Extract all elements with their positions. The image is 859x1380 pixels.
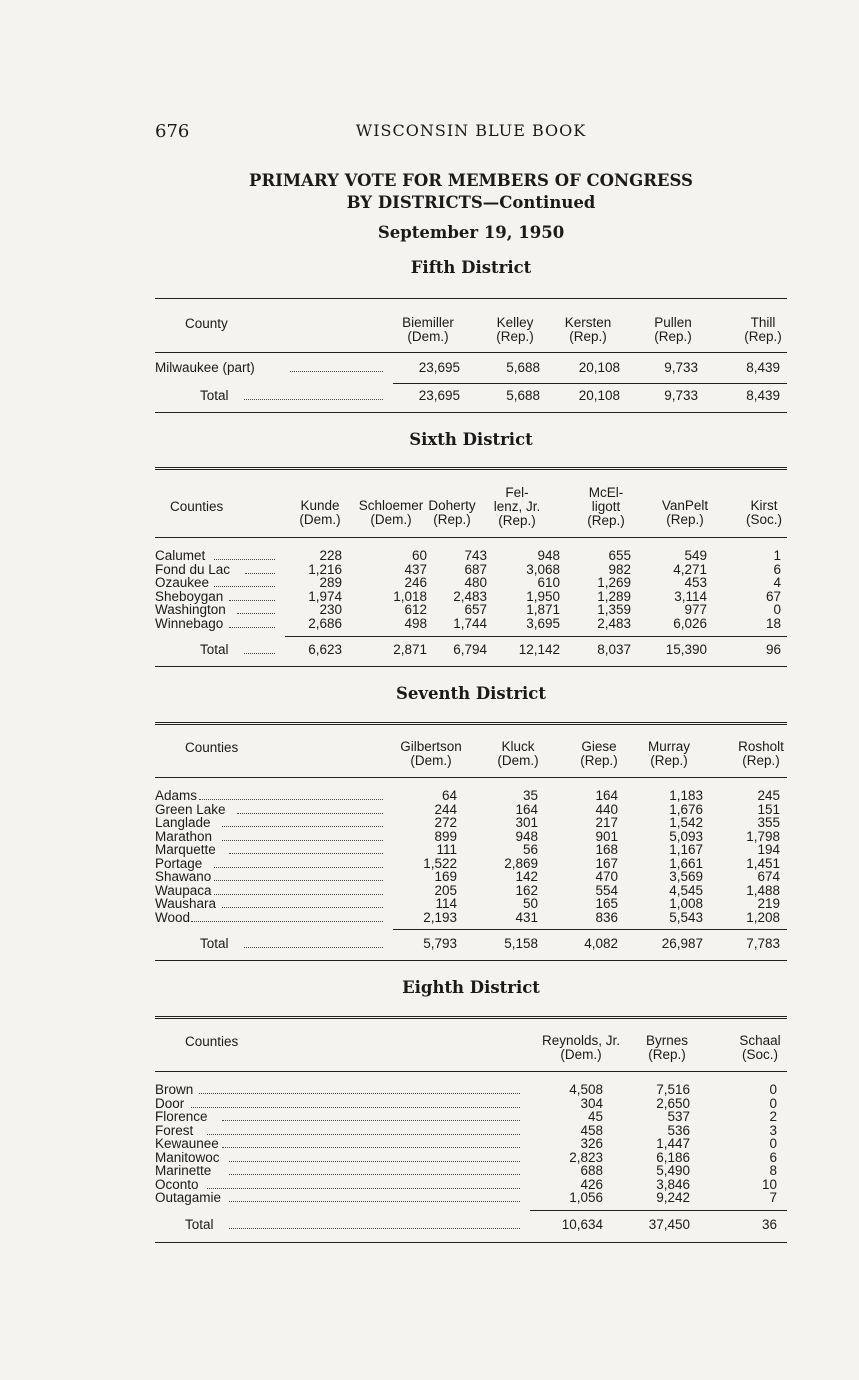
candidate-party: (Rep.) <box>654 329 692 344</box>
candidate-party: (Rep.) <box>666 512 704 527</box>
table-row-value: 480 <box>464 575 487 590</box>
candidate-name: Gilbertson <box>400 739 462 754</box>
dot-leader <box>222 1147 520 1148</box>
total-row-label: Total <box>185 1217 214 1232</box>
table-row-value: 8,439 <box>746 360 780 375</box>
table-row-value: 5,490 <box>656 1163 690 1178</box>
table-row-label: Forest <box>155 1122 194 1138</box>
seventh-label-header: Counties <box>185 740 239 755</box>
table-row-value: 5,688 <box>506 360 540 375</box>
sixth-bottom-rule <box>155 666 787 667</box>
table-row-value: 1,269 <box>597 575 631 590</box>
total-row-value: 26,987 <box>661 936 703 951</box>
candidate-name: Murray <box>647 739 690 754</box>
table-row-value: 440 <box>595 801 618 817</box>
total-row-value: 15,390 <box>665 642 707 657</box>
table-row-label: Outagamie <box>155 1190 222 1205</box>
dot-leader <box>191 1107 520 1108</box>
dot-leader <box>191 921 383 922</box>
table-row-label: Manitowoc <box>155 1149 220 1165</box>
table-row-label: Wood <box>155 909 191 925</box>
table-row-value: 537 <box>667 1109 690 1124</box>
table-row-value: 977 <box>684 602 707 617</box>
dot-leader <box>214 880 383 881</box>
candidate-name-continued: lenz, Jr. <box>493 499 541 514</box>
table-row-value: 1,289 <box>597 588 631 604</box>
table-row-value: 4 <box>773 575 781 590</box>
table-row-value: 245 <box>757 788 780 803</box>
table-row-value: 687 <box>464 561 487 577</box>
table-row-value: 272 <box>434 815 457 830</box>
table-row-label: Kewaunee <box>155 1136 219 1151</box>
table-row-value: 7,516 <box>656 1082 690 1097</box>
candidate-name: Doherty <box>428 498 476 513</box>
sixth-top-rule <box>155 467 787 470</box>
table-row-value: 18 <box>765 615 781 631</box>
total-row-value: 5,793 <box>423 936 457 951</box>
candidate-name: VanPelt <box>661 498 709 513</box>
table-row-value: 45 <box>587 1109 603 1124</box>
main-title-line2: BY DISTRICTS—Continued <box>346 193 596 212</box>
table-row-label: Ozaukee <box>155 575 210 590</box>
table-row-value: 326 <box>580 1136 603 1151</box>
candidate-name: Kluck <box>501 739 535 754</box>
table-row-label: Marathon <box>155 828 213 844</box>
table-row-value: 165 <box>595 896 618 911</box>
fifth-bottom-rule <box>155 412 787 413</box>
table-row-value: 431 <box>515 909 538 925</box>
table-row-value: 453 <box>684 575 707 590</box>
candidate-name: Biemiller <box>402 315 454 330</box>
candidate-party: (Rep.) <box>744 329 782 344</box>
candidate-name: Pullen <box>654 315 692 330</box>
table-row-value: 426 <box>580 1176 603 1192</box>
total-row-value: 12,142 <box>518 642 560 657</box>
candidate-name: Byrnes <box>645 1033 689 1048</box>
table-row-label: Marquette <box>155 842 216 857</box>
table-row-value: 1,798 <box>746 828 780 844</box>
table-row-value: 20,108 <box>578 360 620 375</box>
dot-leader <box>199 1093 520 1094</box>
table-row-value: 1,447 <box>656 1136 690 1151</box>
table-row-value: 2 <box>769 1109 777 1124</box>
page-header <box>155 121 787 143</box>
table-row-label: Sheboygan <box>155 588 224 604</box>
table-row-label: Oconto <box>155 1176 199 1192</box>
table-row-value: 301 <box>515 815 538 830</box>
total-row-value: 10,634 <box>561 1217 603 1232</box>
seventh-total-rule <box>393 929 787 930</box>
book-title: WISCONSIN BLUE BOOK <box>355 121 587 140</box>
dot-leader <box>214 867 383 868</box>
candidate-name: Kersten <box>564 315 612 330</box>
table-row-label: Shawano <box>155 869 212 884</box>
table-row-value: 899 <box>434 828 457 844</box>
table-row-value: 217 <box>595 815 618 830</box>
table-row-value: 1,359 <box>597 602 631 617</box>
dot-leader <box>222 907 383 908</box>
eighth-column-header <box>705 1034 815 1062</box>
table-row-value: 4,508 <box>569 1082 603 1097</box>
candidate-party: (Dem.) <box>299 512 341 527</box>
sixth-total-rule <box>285 636 787 637</box>
table-row-value: 743 <box>464 548 487 563</box>
table-row-value: 0 <box>773 602 781 617</box>
table-row-value: 2,483 <box>453 588 487 604</box>
table-row-value: 289 <box>319 575 342 590</box>
table-row-value: 4,545 <box>669 882 703 898</box>
candidate-name: Rosholt <box>738 739 784 754</box>
candidate-party: (Rep.) <box>433 512 471 527</box>
table-row-value: 470 <box>595 869 618 884</box>
table-row-value: 4,271 <box>673 561 707 577</box>
eighth-district-heading: Eighth District <box>402 978 540 997</box>
sixth-header-rule <box>155 537 787 538</box>
table-row-value: 3,114 <box>674 588 707 604</box>
candidate-party: (Dem.) <box>497 753 539 768</box>
table-row-value: 612 <box>404 602 427 617</box>
table-row-value: 901 <box>595 828 618 844</box>
fifth-label-header: County <box>185 316 228 331</box>
total-row-value: 8,037 <box>597 642 631 657</box>
table-row-label: Fond du Lac <box>155 561 231 577</box>
table-row-value: 688 <box>580 1163 603 1178</box>
total-row-label: Total <box>200 936 229 951</box>
total-row-value: 37,450 <box>648 1217 690 1232</box>
table-row-value: 3 <box>769 1122 777 1138</box>
table-row-value: 549 <box>684 548 707 563</box>
table-row-value: 151 <box>757 801 780 817</box>
dot-leader <box>229 1201 520 1202</box>
table-row-value: 2,650 <box>656 1095 690 1111</box>
total-row-value: 7,783 <box>746 936 780 951</box>
table-row-value: 67 <box>765 588 781 604</box>
table-row-value: 162 <box>515 882 538 898</box>
table-row-label: Waupaca <box>155 882 212 898</box>
table-row-value: 50 <box>522 896 538 911</box>
table-row-value: 2,869 <box>504 855 538 871</box>
dot-leader <box>229 1228 520 1229</box>
seventh-bottom-rule <box>155 960 787 961</box>
candidate-name-continued: ligott <box>591 499 621 514</box>
total-row-value: 20,108 <box>578 388 620 403</box>
table-row-label: Florence <box>155 1109 208 1124</box>
table-row-value: 3,068 <box>526 561 560 577</box>
fifth-top-rule <box>155 298 787 299</box>
table-row-value: 1,018 <box>393 588 427 604</box>
total-row-value: 2,871 <box>393 642 427 657</box>
eighth-header-rule <box>155 1071 787 1072</box>
table-row-value: 9,733 <box>664 360 698 375</box>
total-row-value: 23,695 <box>418 388 460 403</box>
candidate-name: McEl- <box>588 485 624 500</box>
dot-leader <box>222 826 383 827</box>
fifth-district-heading: Fifth District <box>410 258 532 277</box>
table-row-label: Marinette <box>155 1163 212 1178</box>
table-row-value: 6 <box>769 1149 777 1165</box>
table-row-label: Washington <box>155 602 226 617</box>
table-row-value: 169 <box>434 869 457 884</box>
table-row-value: 2,483 <box>597 615 631 631</box>
table-row-value: 2,823 <box>569 1149 603 1165</box>
dot-leader <box>222 1120 520 1121</box>
eighth-bottom-rule <box>155 1242 787 1243</box>
candidate-party: (Dem.) <box>407 329 449 344</box>
table-row-label: Portage <box>155 855 203 871</box>
total-row-value: 96 <box>765 642 781 657</box>
candidate-name: Kirst <box>750 498 778 513</box>
table-row-value: 657 <box>464 602 487 617</box>
table-row-value: 219 <box>757 896 780 911</box>
table-row-value: 0 <box>769 1082 777 1097</box>
dot-leader <box>214 894 383 895</box>
table-row-value: 836 <box>595 909 618 925</box>
dot-leader <box>237 813 383 814</box>
table-row-value: 0 <box>769 1095 777 1111</box>
table-row-value: 1,208 <box>746 909 780 925</box>
table-row-label: Waushara <box>155 896 217 911</box>
table-row-label: Milwaukee (part) <box>155 360 255 375</box>
table-row-label: Langlade <box>155 815 211 830</box>
table-row-value: 167 <box>595 855 618 871</box>
dot-leader <box>229 1174 520 1175</box>
dot-leader <box>199 799 383 800</box>
candidate-party: (Soc.) <box>741 1047 778 1062</box>
table-row-label: Door <box>155 1095 185 1111</box>
table-row-value: 5,093 <box>669 828 703 844</box>
total-row-value: 8,439 <box>746 388 780 403</box>
table-row-value: 1,744 <box>453 615 487 631</box>
table-row-value: 1,974 <box>308 588 342 604</box>
total-row-label: Total <box>200 388 229 403</box>
candidate-name: Giese <box>581 739 617 754</box>
election-date: September 19, 1950 <box>377 223 565 242</box>
table-row-value: 1,008 <box>669 896 703 911</box>
table-row-value: 6 <box>773 561 781 577</box>
table-row-value: 2,193 <box>423 909 457 925</box>
dot-leader <box>290 371 383 372</box>
table-row-value: 64 <box>441 788 457 803</box>
table-row-value: 498 <box>404 615 427 631</box>
table-row-value: 8 <box>769 1163 777 1178</box>
candidate-name: Schaal <box>739 1033 781 1048</box>
candidate-name: Reynolds, Jr. <box>541 1033 621 1048</box>
table-row-value: 1,542 <box>669 815 703 830</box>
dot-leader <box>229 1161 520 1162</box>
table-row-value: 194 <box>757 842 780 857</box>
candidate-party: (Rep.) <box>742 753 780 768</box>
table-row-value: 168 <box>595 842 618 857</box>
table-row-value: 246 <box>404 575 427 590</box>
table-row-value: 554 <box>595 882 618 898</box>
candidate-name: Fel- <box>505 485 529 500</box>
table-row-value: 7 <box>769 1190 777 1205</box>
table-row-value: 1,676 <box>669 801 703 817</box>
dot-leader <box>244 399 383 400</box>
total-row-value: 6,623 <box>308 642 342 657</box>
table-row-value: 948 <box>537 548 560 563</box>
table-row-value: 982 <box>608 561 631 577</box>
table-row-value: 1,451 <box>746 855 780 871</box>
total-row-value: 36 <box>761 1217 777 1232</box>
dot-leader <box>229 853 383 854</box>
table-row-value: 355 <box>757 815 780 830</box>
candidate-party: (Dem.) <box>560 1047 602 1062</box>
eighth-top-rule <box>155 1016 787 1019</box>
table-row-value: 1,950 <box>526 588 560 604</box>
table-row-value: 674 <box>757 869 780 884</box>
table-row-value: 1,167 <box>669 842 703 857</box>
table-row-value: 3,846 <box>656 1176 690 1192</box>
table-row-value: 111 <box>436 842 457 857</box>
table-row-label: Green Lake <box>155 801 226 817</box>
total-row-value: 4,082 <box>584 936 618 951</box>
table-row-value: 1,522 <box>423 855 457 871</box>
table-row-value: 1,488 <box>746 882 780 898</box>
table-row-value: 655 <box>608 548 631 563</box>
candidate-party: (Soc.) <box>745 512 782 527</box>
candidate-party: (Rep.) <box>650 753 688 768</box>
eighth-label-header: Counties <box>185 1034 239 1049</box>
table-row-value: 230 <box>319 602 342 617</box>
total-row-label: Total <box>200 642 229 657</box>
table-row-value: 1,661 <box>669 855 703 871</box>
table-row-value: 5,543 <box>669 909 703 925</box>
candidate-name: Kelley <box>496 315 534 330</box>
dot-leader <box>207 1134 520 1135</box>
table-row-value: 0 <box>769 1136 777 1151</box>
sixth-label-header: Counties <box>170 499 224 514</box>
main-title <box>155 170 787 214</box>
dot-leader <box>222 840 383 841</box>
table-row-value: 536 <box>667 1122 690 1138</box>
total-row-value: 6,794 <box>453 642 487 657</box>
table-row-label: Adams <box>155 788 198 803</box>
table-row-value: 1,216 <box>308 561 342 577</box>
seventh-column-header <box>706 740 816 768</box>
sixth-column-header <box>709 499 819 527</box>
fifth-total-rule <box>393 383 787 384</box>
candidate-name: Schloemer <box>358 498 424 513</box>
candidate-party: (Rep.) <box>648 1047 686 1062</box>
total-row-value: 5,688 <box>506 388 540 403</box>
sixth-district-heading: Sixth District <box>409 430 533 449</box>
candidate-party: (Rep.) <box>587 513 625 528</box>
table-row-value: 205 <box>434 882 457 898</box>
seventh-top-rule <box>155 722 787 725</box>
main-title-line1: PRIMARY VOTE FOR MEMBERS OF CONGRESS <box>249 171 693 190</box>
seventh-district-heading: Seventh District <box>396 684 546 703</box>
candidate-party: (Dem.) <box>370 512 412 527</box>
candidate-party: (Rep.) <box>498 513 536 528</box>
table-row-value: 2,686 <box>308 615 342 631</box>
table-row-value: 164 <box>595 788 618 803</box>
eighth-total-rule <box>530 1210 787 1211</box>
table-row-value: 35 <box>522 788 538 803</box>
table-row-value: 304 <box>580 1095 603 1111</box>
candidate-party: (Rep.) <box>580 753 618 768</box>
candidate-party: (Rep.) <box>496 329 534 344</box>
candidate-name: Kunde <box>300 498 340 513</box>
table-row-value: 1 <box>773 548 781 563</box>
table-row-label: Calumet <box>155 548 206 563</box>
table-row-value: 244 <box>434 801 457 817</box>
table-row-value: 1,871 <box>526 602 560 617</box>
seventh-header-rule <box>155 777 787 778</box>
table-row-value: 6,186 <box>656 1149 690 1165</box>
table-row-value: 56 <box>522 842 538 857</box>
candidate-party: (Rep.) <box>569 329 607 344</box>
table-row-value: 228 <box>319 548 342 563</box>
table-row-value: 142 <box>515 869 538 884</box>
table-row-value: 1,056 <box>569 1190 603 1205</box>
table-row-value: 437 <box>404 561 427 577</box>
candidate-party: (Dem.) <box>410 753 452 768</box>
table-row-value: 114 <box>435 896 457 911</box>
table-row-value: 3,569 <box>669 869 703 884</box>
table-row-value: 3,695 <box>526 615 560 631</box>
table-row-value: 458 <box>580 1122 603 1138</box>
fifth-header-rule <box>155 352 787 353</box>
dot-leader <box>207 1188 520 1189</box>
total-row-value: 9,733 <box>664 388 698 403</box>
page-number: 676 <box>155 121 190 142</box>
table-row-value: 9,242 <box>656 1190 690 1205</box>
table-row-value: 6,026 <box>673 615 707 631</box>
table-row-value: 60 <box>411 548 427 563</box>
table-row-value: 164 <box>515 801 538 817</box>
dot-leader <box>244 947 383 948</box>
table-row-label: Brown <box>155 1082 194 1097</box>
fifth-column-header <box>708 316 818 344</box>
table-row-value: 1,183 <box>669 788 703 803</box>
candidate-name: Thill <box>750 315 776 330</box>
table-row-value: 10 <box>761 1176 777 1192</box>
table-row-value: 610 <box>537 575 560 590</box>
total-row-value: 5,158 <box>504 936 538 951</box>
table-row-value: 948 <box>515 828 538 844</box>
table-row-label: Winnebago <box>155 615 224 631</box>
table-row-value: 23,695 <box>418 360 460 375</box>
